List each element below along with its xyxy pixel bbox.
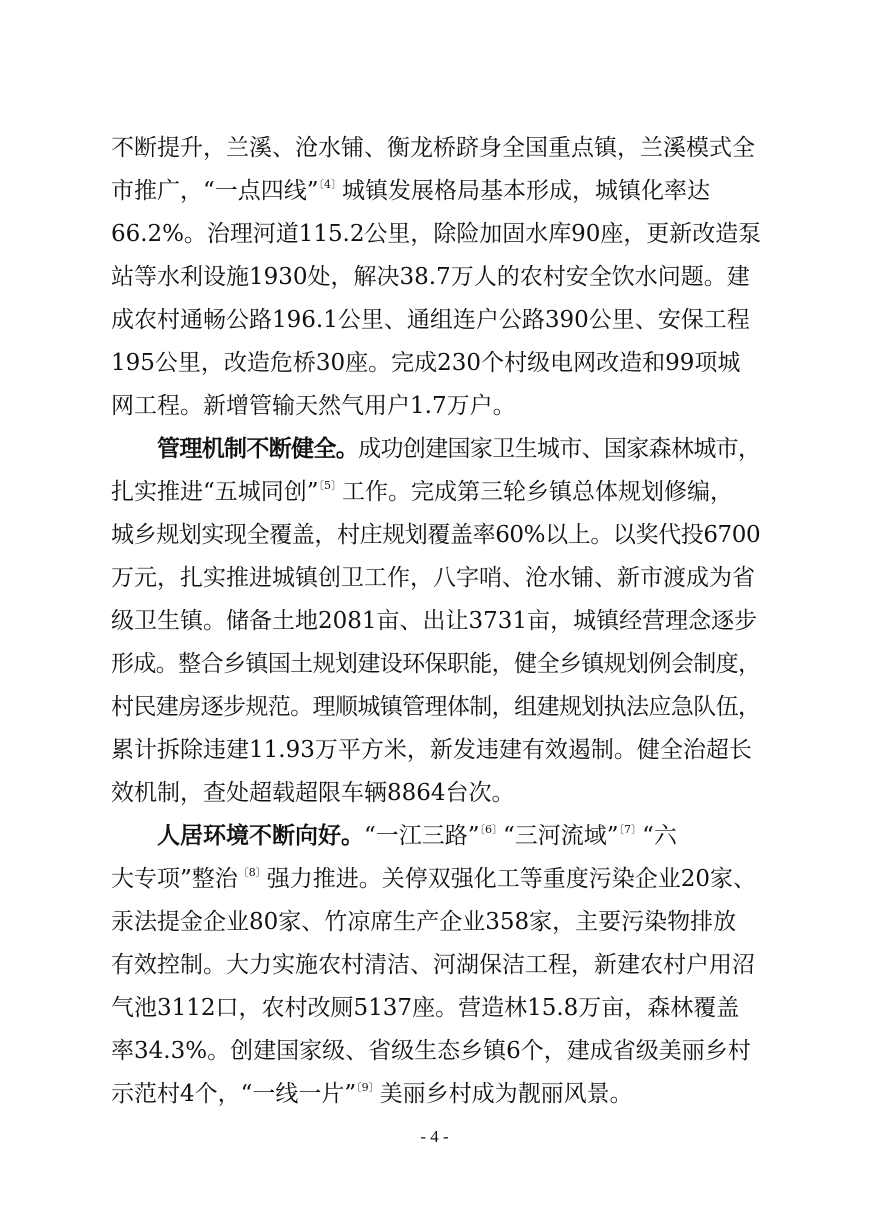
text-line: 有效控制。大力实施农村清洁、河湖保洁工程，新建农村户用沼 bbox=[111, 952, 755, 978]
text-line: 效机制，查处超载超限车辆8864台次。 bbox=[111, 780, 515, 806]
text-line: 网工程。新增管输天然气用户1.7万户。 bbox=[111, 393, 516, 419]
text-line: 城乡规划实现全覆盖，村庄规划覆盖率60%以上。以奖代投6700 bbox=[111, 522, 761, 548]
text-line: 市推广，“一点四线”$^{〔4〕}$城镇发展格局基本形成，城镇化率达 bbox=[111, 178, 711, 204]
text-line: 不断提升，兰溪、沧水铺、衡龙桥跻身全国重点镇，兰溪模式全 bbox=[111, 135, 755, 161]
footnote-ref-8[interactable]: 〔8〕 bbox=[237, 866, 267, 879]
text-line: 扎实推进“五城同创”$^{〔5〕}$工作。完成第三轮乡镇总体规划修编， bbox=[111, 479, 734, 505]
footnote-ref-9[interactable]: 〔9〕 bbox=[356, 1081, 380, 1094]
text-line: 万元，扎实推进城镇创卫工作，八字哨、沧水铺、新市渡成为省 bbox=[111, 565, 755, 591]
text-line: 大专项”整治$^{〔8〕}$强力推进。关停双强化工等重度污染企业20家、 bbox=[111, 866, 757, 892]
footnote-ref-7[interactable]: 〔7〕 bbox=[618, 823, 643, 836]
footnote-ref-4[interactable]: 〔4〕 bbox=[318, 178, 343, 191]
text-line: 示范村4个，“一线一片”$^{〔9〕}$美丽乡村成为靓丽风景。 bbox=[111, 1081, 633, 1107]
text-line: 汞法提金企业80家、竹凉席生产企业358家，主要污染物排放 bbox=[111, 909, 737, 935]
section-heading: 人居环境不断向好。 bbox=[157, 822, 364, 849]
page-number: - 4 - bbox=[420, 1127, 449, 1146]
section-heading: 管理机制不断健全。 bbox=[157, 435, 359, 462]
text-line: 成农村通畅公路196.1公里、通组连户公路390公里、安保工程 bbox=[111, 307, 750, 333]
text-line: 形成。整合乡镇国土规划建设环保职能，健全乡镇规划例会制度， bbox=[111, 651, 761, 677]
text-line: 管理机制不断健全。成功创建国家卫生城市、国家森林城市， bbox=[157, 435, 761, 462]
text-line: 气池3112口，农村改厕5137座。营造林15.8万亩，森林覆盖 bbox=[111, 995, 740, 1021]
text-line: 人居环境不断向好。“一江三路”$^{〔6〕}$“三河流域”$^{〔7〕}$“六 bbox=[157, 822, 677, 849]
text-line: 村民建房逐步规范。理顺城镇管理体制，组建规划执法应急队伍， bbox=[111, 694, 761, 720]
text-line: 级卫生镇。储备土地2081亩、出让3731亩，城镇经营理念逐步 bbox=[111, 608, 758, 634]
text-line: 195公里，改造危桥30座。完成230个村级电网改造和99项城 bbox=[111, 350, 741, 376]
text-line: 66.2%。治理河道115.2公里，除险加固水库90座，更新改造泵 bbox=[111, 221, 762, 247]
text-line: 累计拆除违建11.93万平方米，新发违建有效遏制。健全治超长 bbox=[111, 737, 752, 763]
footnote-ref-5[interactable]: 〔5〕 bbox=[318, 479, 343, 492]
footnote-ref-6[interactable]: 〔6〕 bbox=[479, 823, 504, 836]
text-line: 站等水利设施1930处，解决38.7万人的农村安全饮水问题。建 bbox=[111, 264, 750, 290]
text-line: 率34.3%。创建国家级、省级生态乡镇6个，建成省级美丽乡村 bbox=[111, 1038, 751, 1064]
